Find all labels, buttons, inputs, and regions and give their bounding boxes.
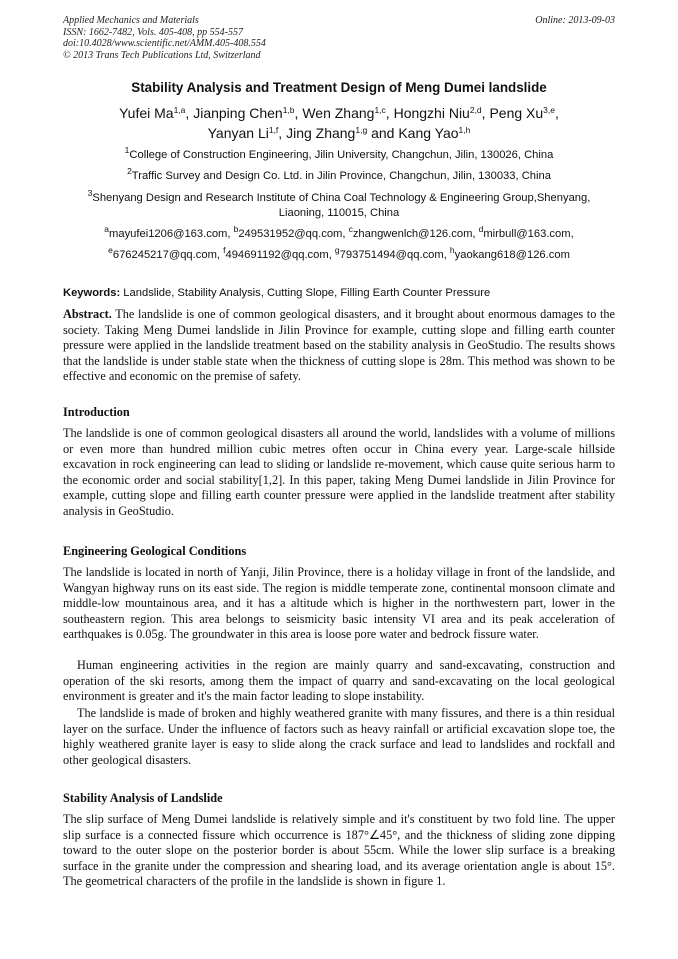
- email[interactable]: $^e$676245217@qq.com: [108, 245, 217, 261]
- journal-issn: ISSN: 1662-7482, Vols. 405-408, pp 554-557: [63, 26, 243, 38]
- introduction-paragraph: The landslide is one of common geological disasters all around the world, landslides with a volume of millions or even more than hundred million cubic metres often occur in China every year. Large-scale hillside excavation in rock engineering can lead to sliding or landslide re-movement, which cause quite serious harm to the economic order and social stability[1,2]. In this paper, taking Meng Dumei landslide in Jilin Province for example, cutting slope and filling earth counter pressure were applied in the landslide treatment after stability analysis in GeoStudio.: [63, 426, 615, 518]
- author: Kang Yao$^{1,h}$: [398, 125, 471, 141]
- journal-name: Applied Mechanics and Materials: [63, 15, 199, 26]
- author: Hongzhi Niu$^{2,d}$,: [393, 105, 490, 121]
- email[interactable]: $^c$zhangwenlch@126.com: [348, 224, 473, 240]
- heading-stability: Stability Analysis of Landslide: [63, 791, 223, 805]
- email-line-2: $^e$676245217@qq.com, $^f$494691192@qq.com, $^g$793751494@qq.com, $^h$yaokang618@126.com: [108, 245, 570, 261]
- online-date: Online: 2013-09-03: [535, 15, 615, 26]
- email[interactable]: $^b$249531952@qq.com: [233, 224, 343, 240]
- paper-title: Stability Analysis and Treatment Design of Meng Dumei landslide: [131, 80, 547, 95]
- stability-paragraph: The slip surface of Meng Dumei landslide is relatively simple and it's constituent by two fold line. The upper slip surface is a connected fissure which occurrence is 187°∠45°, and the thickness of sliding zone dipping toward to the outer slope on the posterior border is about 55cm. While the lower slip surface is a breaking surface in the granite under the compression and shearing load, and its average orientation angle is about 15°. The geometrical characters of the profile in the landslide is shown in figure 1.: [63, 812, 615, 888]
- email[interactable]: $^a$mayufei1206@163.com: [104, 224, 228, 240]
- abstract: [63, 307, 615, 385]
- journal-doi: doi:10.4028/www.scientific.net/AMM.405-408.554: [63, 38, 266, 49]
- email[interactable]: $^f$494691192@qq.com: [223, 245, 329, 261]
- affiliation-1: $^1$College of Construction Engineering, Jilin University, Changchun, Jilin, 130026, China: [124, 145, 554, 161]
- author: Jianping Chen$^{1,b}$,: [193, 105, 303, 121]
- author: Yufei Ma$^{1,a}$,: [119, 105, 194, 121]
- keywords: [63, 287, 615, 299]
- author-list: [60, 103, 618, 143]
- abstract-label: Abstract.: [63, 307, 112, 321]
- author: Yanyan Li$^{1,f}$,: [207, 125, 287, 141]
- affiliation-2: $^2$Traffic Survey and Design Co. Ltd. in Jilin Province, Changchun, Jilin, 130033, China: [127, 166, 551, 182]
- keywords-label: Keywords:: [63, 287, 121, 299]
- geology-paragraph-3: The landslide is made of broken and highly weathered granite with many fissures, and there is a thin residual layer on the surface. Under the influence of factors such as heavy rainfall or artificial excavation slope toe, the highly weathered granite layer is easy to slide along the crack surface and lead to landslides and rockfall and other geological disasters.: [63, 706, 615, 767]
- heading-introduction: Introduction: [63, 405, 130, 419]
- journal-copyright: © 2013 Trans Tech Publications Ltd, Switzerland: [63, 49, 261, 61]
- affiliation-3: $^3$Shenyang Design and Research Institute of China Coal Technology & Engineering Group,Shenyang, Liaoning, 110015, China: [87, 188, 591, 219]
- email[interactable]: $^g$793751494@qq.com: [334, 245, 444, 261]
- geology-paragraph-2: Human engineering activities in the region are mainly quarry and sand-excavating, construction and operation of the ski resorts, among them the impact of quarry and sand-excavating on the local geological environment is greater and it's the main factor leading to slope instability.: [63, 658, 615, 703]
- abstract-text: The landslide is one of common geological disasters, and it brought about enormous damages to the society. Taking Meng Dumei landslide in Jilin Province for example, cutting slope and filling earth counter pressure were applied in the landslide treatment based on the stability analysis in GeoStudio. The results shows that the landslide is under stable state when the thickness of cutting slope is 28m. This method was shown to be effective and economic on the premise of safety.: [63, 307, 615, 383]
- author: Jing Zhang$^{1,g}$ and: [286, 125, 399, 141]
- author: Peng Xu$^{3,e}$,: [489, 105, 559, 121]
- email[interactable]: $^d$mirbull@163.com: [478, 224, 571, 240]
- heading-geology: Engineering Geological Conditions: [63, 544, 247, 558]
- journal-header: [63, 15, 615, 61]
- author: Wen Zhang$^{1,c}$,: [302, 105, 394, 121]
- geology-paragraph-1: The landslide is located in north of Yanji, Jilin Province, there is a holiday village in front of the landslide, and Wangyan highway runs on its east side. The region is middle temperate zone, continental monsoon climate and middle-low mountainous area, and it has a altitude which is higher in the northwestern part, lower in the southeastern region. This area belongs to seismicity basic intensity VI area and its peak acceleration of earthquakes is 0.05g. The groundwater in this area is loose pore water and bedrock fissure water.: [63, 565, 615, 641]
- keywords-text: Landslide, Stability Analysis, Cutting Slope, Filling Earth Counter Pressure: [120, 287, 491, 299]
- email[interactable]: $^h$yaokang618@126.com: [449, 245, 570, 261]
- email-line-1: $^a$mayufei1206@163.com, $^b$249531952@qq.com, $^c$zhangwenlch@126.com, $^d$mirbull@163.com,: [104, 224, 574, 240]
